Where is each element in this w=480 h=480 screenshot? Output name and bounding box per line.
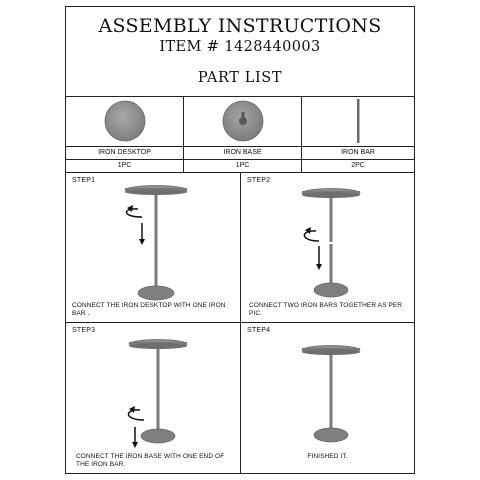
steps-grid <box>66 172 414 473</box>
part-image-cell <box>302 96 414 147</box>
rotate-arrow-icon <box>304 231 319 241</box>
part-quantity: 2PC <box>351 162 365 169</box>
part-iron-desktop <box>66 96 184 172</box>
step-3-illustration <box>66 323 241 474</box>
rotate-arrow-icon <box>126 209 142 217</box>
part-image-cell <box>184 96 301 147</box>
step-caption: FINISHED IT. <box>307 453 348 460</box>
instruction-sheet <box>65 6 415 474</box>
step-4-panel <box>241 323 414 474</box>
step-3-panel <box>66 323 241 474</box>
step-label: STEP4 <box>247 327 271 334</box>
step-4-illustration <box>241 323 414 474</box>
step-1-illustration <box>66 173 241 323</box>
part-name: IRON DESKTOP <box>66 146 183 160</box>
step-caption: CONNECT THE IRON BASE WITH ONE END OF THE IRON BAR. <box>76 453 225 468</box>
part-quantity: 1PC <box>235 162 250 169</box>
part-image-cell <box>66 96 183 147</box>
part-name: IRON BAR <box>302 146 414 160</box>
part-iron-base <box>184 96 302 172</box>
step-1-panel <box>66 173 241 323</box>
down-arrowhead-icon <box>139 239 145 245</box>
down-arrowhead-icon <box>132 442 138 448</box>
page-title: ASSEMBLY INSTRUCTIONS <box>98 15 382 37</box>
part-name: IRON BASE <box>184 146 301 160</box>
step-2-panel <box>241 173 414 323</box>
step-label: STEP3 <box>72 327 96 334</box>
part-list-table <box>66 96 414 172</box>
part-list-heading: PART LIST <box>197 70 283 86</box>
down-arrowhead-icon <box>316 264 322 270</box>
iron-base-illustration <box>184 96 302 146</box>
sheet-header <box>66 7 414 97</box>
step-label: STEP1 <box>72 177 96 184</box>
iron-desktop-illustration <box>66 96 184 146</box>
rotate-arrow-icon <box>128 410 144 420</box>
part-quantity: 1PC <box>117 162 132 169</box>
item-number: ITEM # 1428440003 <box>159 39 321 55</box>
step-caption: CONNECT TWO IRON BARS TOGETHER AS PER PIC. <box>249 302 403 317</box>
step-2-illustration <box>241 173 414 323</box>
step-label: STEP2 <box>247 177 271 184</box>
iron-bar-illustration <box>302 96 414 146</box>
part-iron-bar <box>302 96 414 172</box>
step-caption: CONNECT THE IRON DESKTOP WITH ONE IRON BAR . <box>72 302 226 317</box>
